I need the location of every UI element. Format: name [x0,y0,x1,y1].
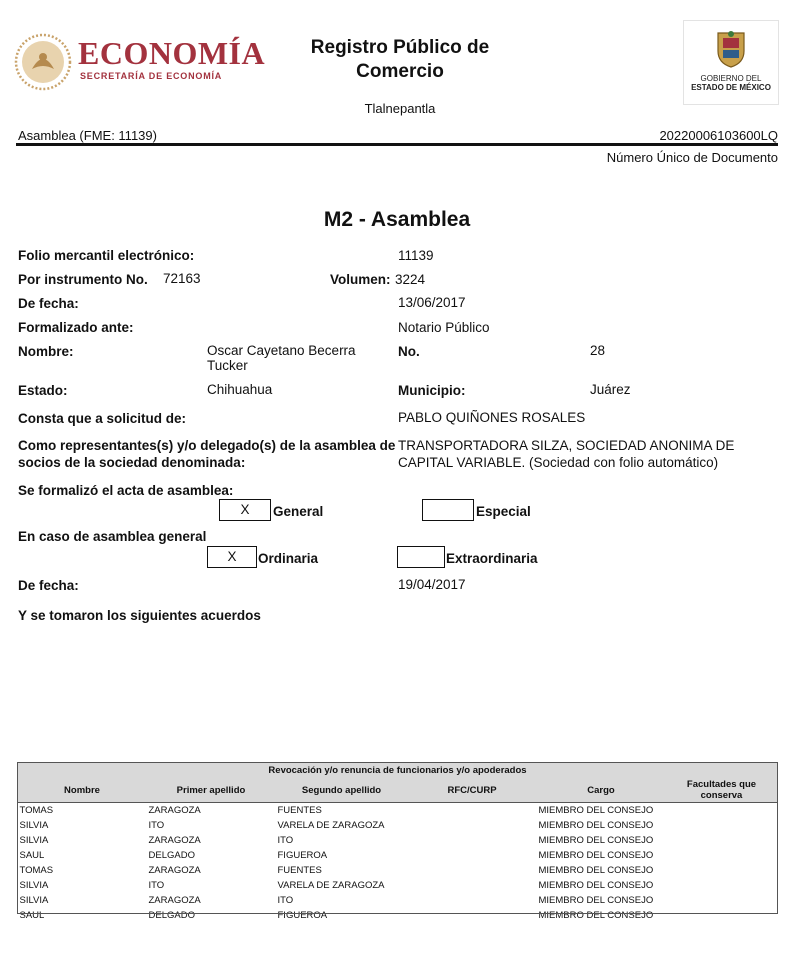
fecha2-label: De fecha: [18,578,79,593]
especial-checkbox[interactable] [422,499,474,521]
table-cell: VARELA DE ZARAGOZA [277,880,385,891]
table-cell: FIGUEROA [277,850,328,861]
acta-label: Se formalizó el acta de asamblea: [18,483,234,498]
instrumento-value: 72163 [163,271,201,286]
table-cell: ITO [148,880,165,891]
col-header-segundo-apellido: Segundo apellido [276,778,408,803]
table-cell: MIEMBRO DEL CONSEJO [538,835,654,846]
fecha2-value: 19/04/2017 [398,577,466,592]
col-header-nombre: Nombre [18,778,147,803]
no-label: No. [398,344,420,359]
city-name: Tlalnepantla [364,101,436,116]
col-header-facultades: Facultades que conserva [666,778,778,803]
table-cell: DELGADO [148,910,195,921]
gobierno-line1: GOBIERNO DEL [700,74,762,83]
instrumento-label: Por instrumento No. [18,272,148,287]
acuerdos-label: Y se tomaron los siguientes acuerdos [18,608,261,623]
economia-logo [14,33,264,93]
funcionarios-table [17,762,778,923]
table-cell: ZARAGOZA [148,895,201,906]
table-caption: Revocación y/o renuncia de funcionarios y/o apoderados [18,763,778,779]
table-cell [666,803,778,819]
col-header-cargo: Cargo [537,778,666,803]
economia-subtitle: SECRETARÍA DE ECONOMÍA [80,71,223,81]
fecha-label: De fecha: [18,296,79,311]
table-cell [666,833,778,848]
table-cell [666,848,778,863]
volumen-label: Volumen: [330,272,391,287]
table-cell [408,833,537,848]
table-cell [666,893,778,908]
eagle-seal-icon [14,33,72,91]
folio-label: Folio mercantil electrónico: [18,248,195,263]
table-row [18,863,778,878]
estado-label: Estado: [18,383,68,398]
table-cell [408,848,537,863]
table-cell: MIEMBRO DEL CONSEJO [538,895,654,906]
table-cell: MIEMBRO DEL CONSEJO [538,865,654,876]
extraordinaria-checkbox[interactable] [397,546,445,568]
municipio-label: Municipio: [398,383,466,398]
document-number: 20220006103600LQ [659,128,778,143]
folio-value: 11139 [398,248,434,263]
table-cell: SAUL [19,910,45,921]
table-cell: ZARAGOZA [148,805,201,816]
table-cell: TOMAS [19,865,54,876]
table-cell: FIGUEROA [277,910,328,921]
municipio-value: Juárez [590,382,631,397]
table-cell [408,818,537,833]
representantes-value: TRANSPORTADORA SILZA, SOCIEDAD ANONIMA DE CAPITAL VARIABLE. (Sociedad con folio automático) [398,438,735,470]
coat-of-arms-icon [714,29,748,69]
table-cell: SILVIA [19,880,49,891]
nombre-label: Nombre: [18,344,74,359]
document-type-ref: Asamblea (FME: 11139) [18,128,157,143]
table-cell [408,893,537,908]
document-number-label: Número Único de Documento [606,150,778,165]
table-cell: FUENTES [277,805,322,816]
volumen-value: 3224 [395,272,426,287]
table-cell: FUENTES [277,865,322,876]
table-cell [408,908,537,923]
table-cell: MIEMBRO DEL CONSEJO [538,910,654,921]
table-cell: DELGADO [148,850,195,861]
table-cell: ITO [277,835,294,846]
nombre-value: Oscar Cayetano Becerra Tucker [207,343,356,373]
table-row [18,893,778,908]
table-cell: TOMAS [19,805,54,816]
gobierno-logo [683,20,779,105]
table-cell [666,818,778,833]
estado-value: Chihuahua [207,382,273,397]
page-title: Registro Público de Comercio [310,37,490,82]
table-cell: ZARAGOZA [148,835,201,846]
table-cell: ITO [148,820,165,831]
table-cell: SAUL [19,850,45,861]
table-cell: SILVIA [19,895,49,906]
table-cell [408,863,537,878]
table-row [18,878,778,893]
col-header-rfc: RFC/CURP [408,778,537,803]
table-cell: SILVIA [19,820,49,831]
formalizado-value: Notario Público [398,320,490,335]
form-heading: M2 - Asamblea [323,208,471,231]
consta-value: PABLO QUIÑONES ROSALES [398,410,586,425]
table-cell: ITO [277,895,294,906]
table-cell [408,878,537,893]
formalizado-label: Formalizado ante: [18,320,134,335]
col-header-primer-apellido: Primer apellido [147,778,276,803]
gobierno-line2: ESTADO DE MÉXICO [691,83,771,92]
general-label: General [273,504,324,519]
representantes-label: Como representantes(s) y/o delegado(s) de la asamblea de socios de la sociedad denominada: [18,438,396,470]
table-cell [666,878,778,893]
table-row [18,803,778,819]
especial-label: Especial [476,504,531,519]
table-cell: VARELA DE ZARAGOZA [277,820,385,831]
economia-wordmark: ECONOMÍA [78,35,266,71]
no-value: 28 [590,343,606,358]
ordinaria-checkbox[interactable]: X [207,546,257,568]
table-cell: MIEMBRO DEL CONSEJO [538,820,654,831]
consta-label: Consta que a solicitud de: [18,411,187,426]
fecha-value: 13/06/2017 [398,295,466,310]
table-row [18,848,778,863]
table-cell [408,803,537,819]
table-cell: ZARAGOZA [148,865,201,876]
table-row [18,908,778,923]
table-cell [666,863,778,878]
caso-label: En caso de asamblea general [18,529,207,544]
table-cell: SILVIA [19,835,49,846]
extraordinaria-label: Extraordinaria [446,551,538,566]
table-row [18,833,778,848]
ordinaria-label: Ordinaria [258,551,319,566]
header-divider [16,143,778,146]
table-cell [666,908,778,923]
table-cell: MIEMBRO DEL CONSEJO [538,850,654,861]
table-cell: MIEMBRO DEL CONSEJO [538,880,654,891]
table-cell: MIEMBRO DEL CONSEJO [538,805,654,816]
general-checkbox[interactable]: X [219,499,271,521]
table-row [18,818,778,833]
